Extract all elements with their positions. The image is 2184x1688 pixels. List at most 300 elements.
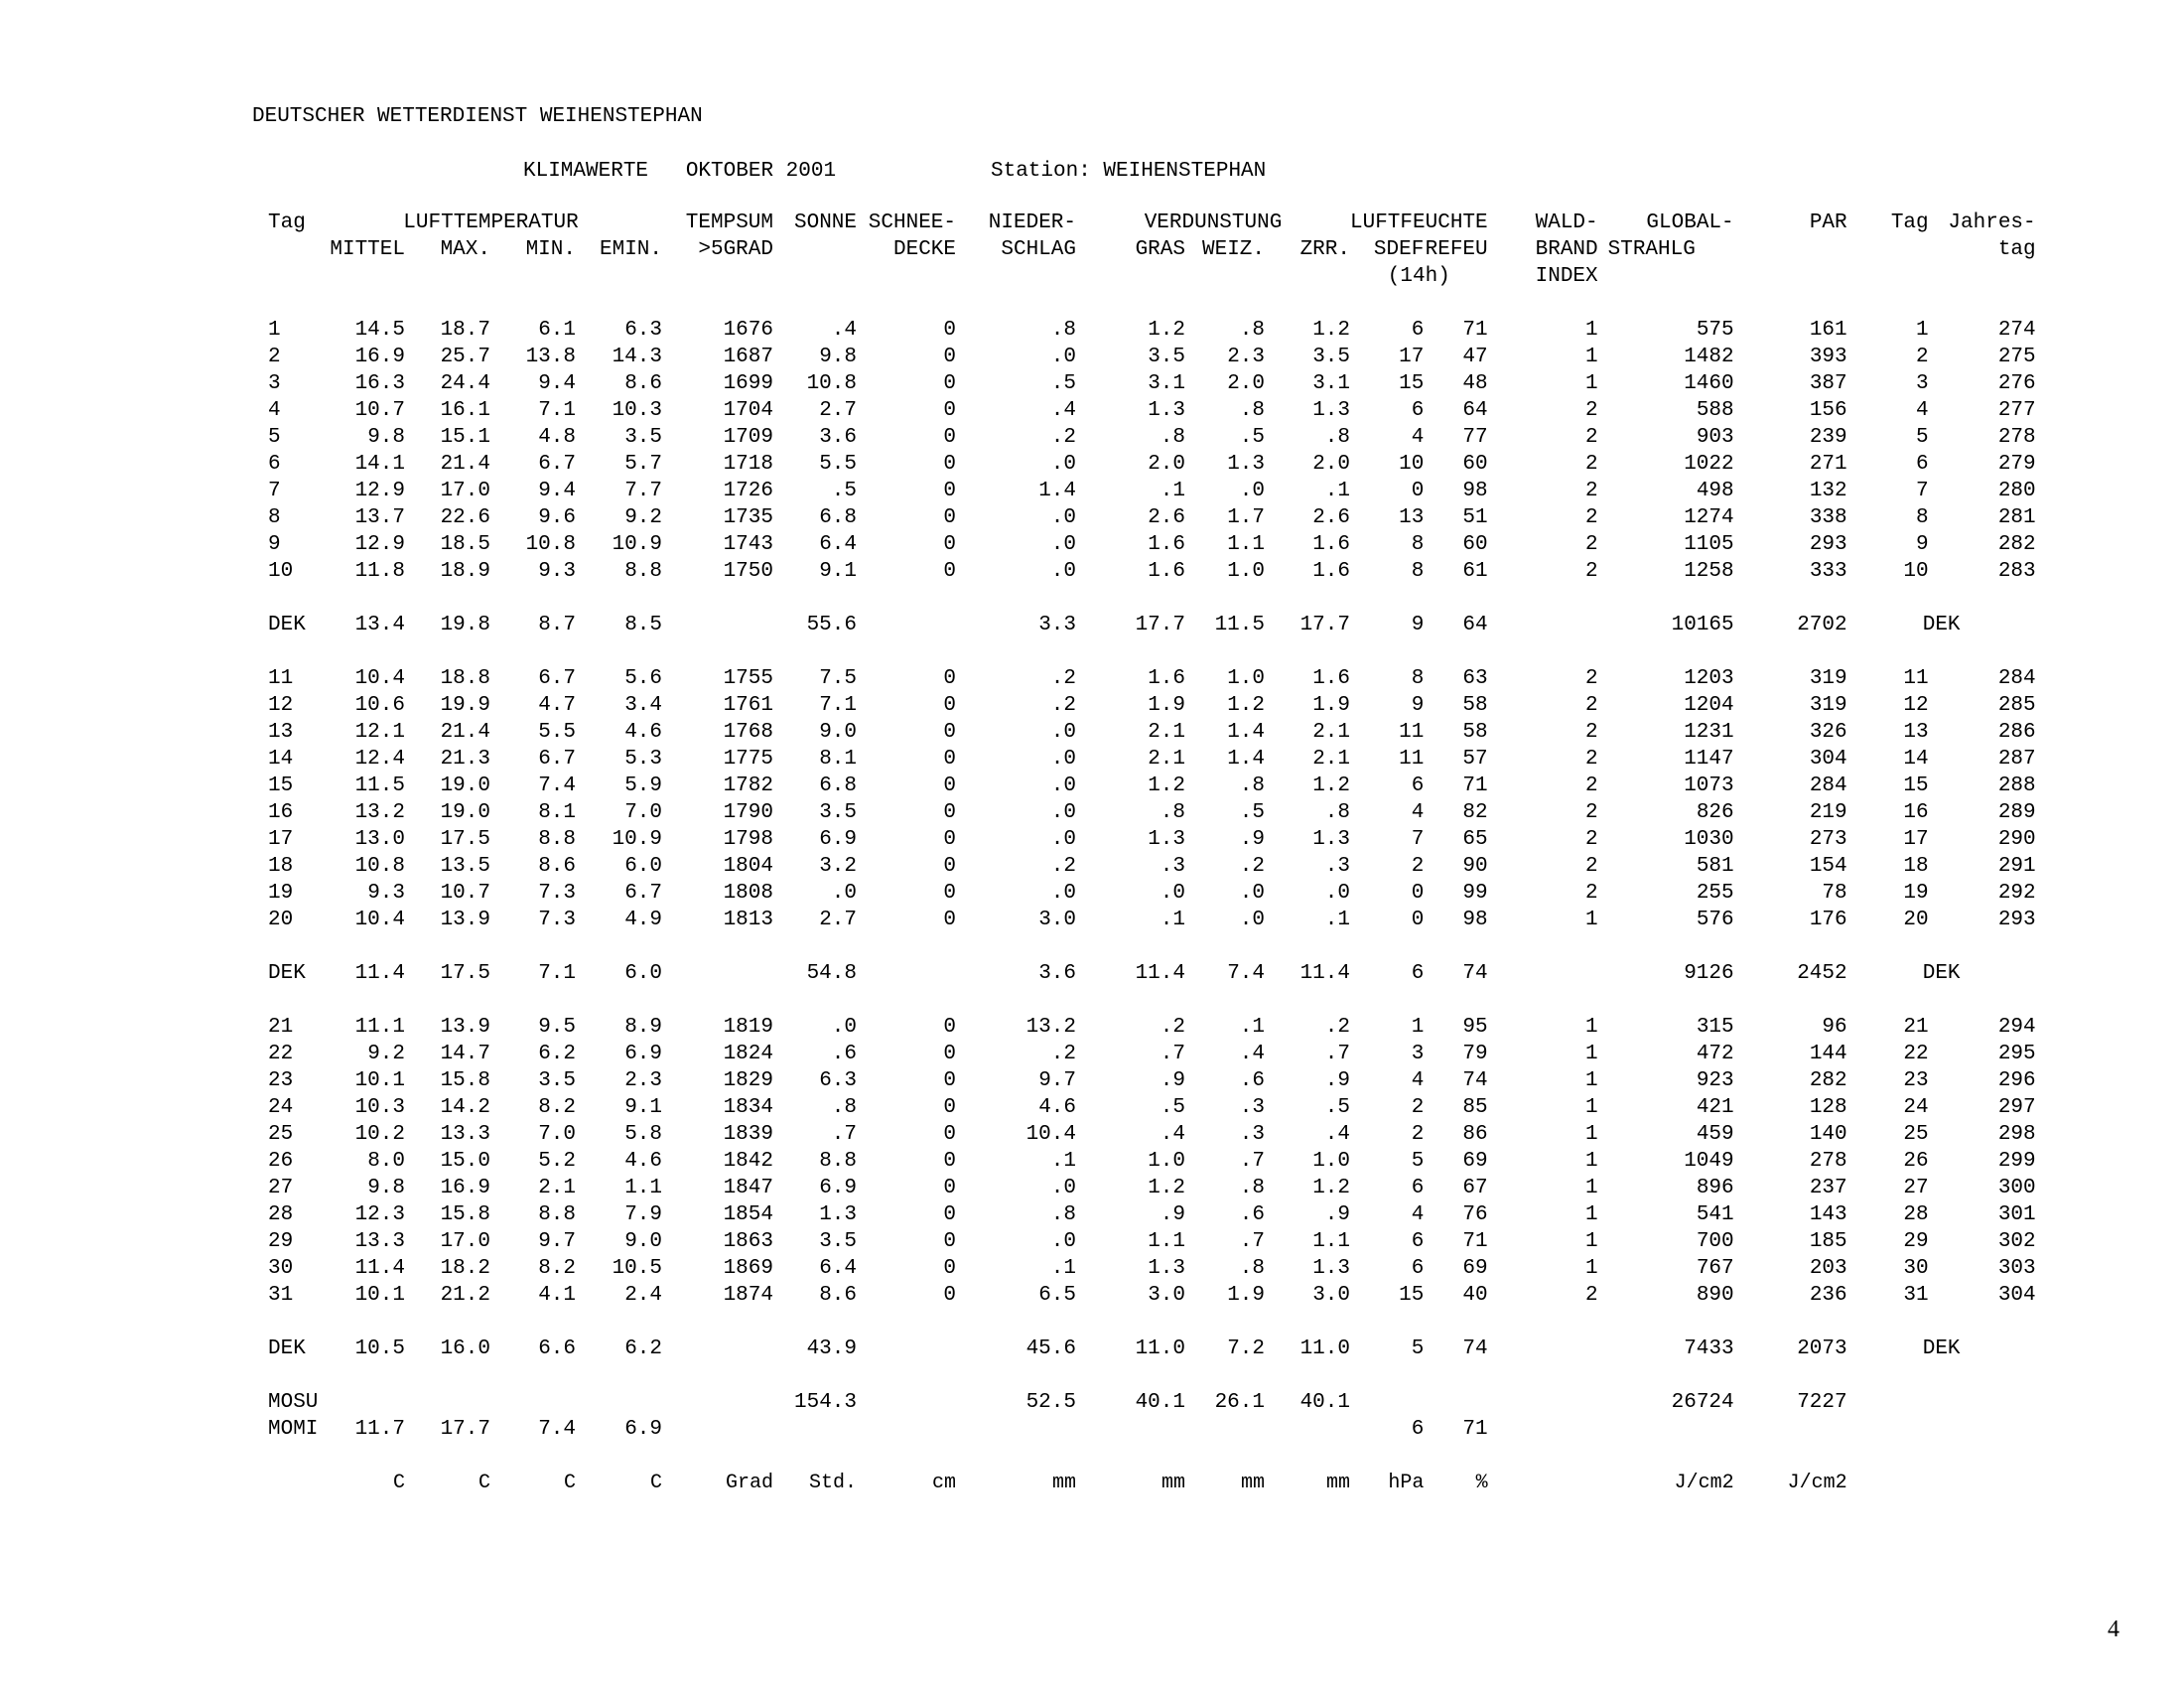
- table-cell: 28: [1903, 1203, 1929, 1226]
- table-cell: 10.8: [806, 372, 857, 395]
- table-cell: 3.5: [538, 1069, 576, 1092]
- table-cell: 291: [1997, 855, 2036, 878]
- table-cell: 1.9: [1312, 694, 1350, 717]
- table-cell: [1929, 1389, 2036, 1416]
- table-cell: 6: [1411, 962, 1425, 985]
- table-cell: 15.0: [440, 1150, 490, 1173]
- table-cell: 16.9: [440, 1177, 490, 1199]
- table-cell: 13.2: [1025, 1016, 1076, 1039]
- table-cell: 43.9: [806, 1337, 857, 1360]
- table-cell: .5: [1239, 426, 1265, 449]
- table-cell: 292: [1997, 882, 2036, 905]
- table-cell: 9.1: [624, 1096, 662, 1119]
- table-cell: 9.8: [367, 426, 405, 449]
- table-cell: 896: [1696, 1177, 1734, 1199]
- table-cell: 17.5: [440, 828, 490, 851]
- table-cell: 11.4: [354, 1257, 405, 1280]
- table-cell: 1804: [723, 855, 773, 878]
- table-cell: 3.1: [1312, 372, 1350, 395]
- table-cell: 0: [943, 480, 956, 502]
- table-cell: 282: [1809, 1069, 1847, 1092]
- page-number: 4: [2108, 1617, 2119, 1642]
- table-cell: .0: [1050, 346, 1076, 368]
- row-label: 21: [268, 1016, 294, 1039]
- table-cell: 2.0: [1148, 453, 1185, 476]
- col-header-zrr: ZRR.: [1299, 238, 1350, 261]
- table-cell: 315: [1696, 1016, 1734, 1039]
- table-cell: 276: [1997, 372, 2036, 395]
- row-label: 25: [268, 1123, 294, 1146]
- table-cell: 23: [1903, 1069, 1929, 1092]
- table-cell: 13.8: [525, 346, 576, 368]
- table-cell: 11.7: [354, 1418, 405, 1441]
- table-cell: 826: [1696, 801, 1734, 824]
- table-cell: 6.3: [624, 319, 662, 342]
- table-cell: 1.6: [1148, 533, 1185, 556]
- table-cell: 154: [1809, 855, 1847, 878]
- table-cell: .5: [1160, 1096, 1185, 1119]
- table-cell: 7227: [1797, 1391, 1847, 1414]
- table-cell: 3.0: [1148, 1284, 1185, 1307]
- table-cell: 9.8: [367, 1177, 405, 1199]
- table-cell: 459: [1696, 1123, 1734, 1146]
- table-cell: 4: [1411, 426, 1425, 449]
- table-cell: 156: [1809, 399, 1847, 422]
- col-header-global: GLOBAL-: [1646, 211, 1734, 234]
- table-cell: .5: [1239, 801, 1265, 824]
- spacer-row: [268, 1443, 2036, 1470]
- table-cell: [773, 1416, 857, 1443]
- table-cell: .0: [1050, 721, 1076, 744]
- table-cell: 278: [1809, 1150, 1847, 1173]
- table-cell: 1.4: [1038, 480, 1076, 502]
- table-row: [268, 1148, 2036, 1175]
- table-cell: 1854: [723, 1203, 773, 1226]
- table-cell: 6.2: [538, 1043, 576, 1065]
- row-label: MOMI: [268, 1418, 319, 1441]
- table-cell: 1.6: [1312, 533, 1350, 556]
- table-cell: 8.2: [538, 1257, 576, 1280]
- table-cell: 6: [1411, 1230, 1425, 1253]
- table-cell: 1203: [1684, 667, 1734, 690]
- col-header-tag-jahres: tag: [1997, 238, 2036, 261]
- table-cell: 13.9: [440, 1016, 490, 1039]
- table-cell: 1231: [1684, 721, 1734, 744]
- table-cell: 2: [1585, 480, 1598, 502]
- table-cell: 10.9: [612, 533, 662, 556]
- table-cell: [490, 1389, 576, 1416]
- table-cell: 1.2: [1227, 694, 1265, 717]
- table-cell: 0: [943, 1203, 956, 1226]
- table-cell: 3.0: [1038, 909, 1076, 931]
- table-cell: 11.0: [1135, 1337, 1185, 1360]
- row-label: 13: [268, 721, 294, 744]
- col-header-strahlg: STRAHLG: [1607, 238, 1696, 261]
- table-cell: 154.3: [793, 1391, 857, 1414]
- table-cell: .1: [1050, 1150, 1076, 1173]
- table-cell: 48: [1462, 372, 1488, 395]
- table-cell: .7: [831, 1123, 857, 1146]
- table-cell: .8: [1160, 801, 1185, 824]
- table-cell: 9.4: [538, 480, 576, 502]
- table-cell: 17.7: [440, 1418, 490, 1441]
- table-cell: 21: [1903, 1016, 1929, 1039]
- table-cell: 8.6: [624, 372, 662, 395]
- table-cell: 71: [1462, 319, 1488, 342]
- table-cell: 393: [1809, 346, 1847, 368]
- row-label: 7: [268, 480, 281, 502]
- table-cell: 9.2: [367, 1043, 405, 1065]
- table-cell: 282: [1997, 533, 2036, 556]
- table-cell: 71: [1462, 774, 1488, 797]
- unit-cell: J/cm2: [1787, 1472, 1847, 1494]
- table-cell: 16: [1903, 801, 1929, 824]
- row-label: 10: [268, 560, 294, 583]
- table-cell: 1.1: [1312, 1230, 1350, 1253]
- table-cell: 1829: [723, 1069, 773, 1092]
- table-cell: 9.4: [538, 372, 576, 395]
- table-cell: 99: [1462, 882, 1488, 905]
- unit-cell: mm: [1325, 1472, 1350, 1494]
- table-cell: 0: [943, 801, 956, 824]
- table-cell: 4.6: [624, 721, 662, 744]
- table-cell: 0: [943, 453, 956, 476]
- table-cell: 541: [1696, 1203, 1734, 1226]
- table-cell: [662, 1389, 773, 1416]
- table-cell: 304: [1809, 748, 1847, 771]
- table-cell: 1: [1585, 1203, 1598, 1226]
- table-cell: .0: [1050, 882, 1076, 905]
- table-cell: 10.4: [354, 909, 405, 931]
- table-cell: 40.1: [1299, 1391, 1350, 1414]
- table-row: [268, 1121, 2036, 1148]
- table-cell: [857, 1416, 956, 1443]
- table-cell: 6.7: [624, 882, 662, 905]
- row-label: 8: [268, 506, 281, 529]
- table-cell: .6: [1239, 1203, 1265, 1226]
- table-cell: 8.9: [624, 1016, 662, 1039]
- table-cell: [857, 1389, 956, 1416]
- spacer-row: [268, 290, 2036, 317]
- row-label: 6: [268, 453, 281, 476]
- table-cell: 0: [943, 533, 956, 556]
- table-cell: 1743: [723, 533, 773, 556]
- table-cell: 16.3: [354, 372, 405, 395]
- table-cell: .9: [1160, 1069, 1185, 1092]
- table-cell: [1488, 1336, 1598, 1362]
- row-label: 17: [268, 828, 294, 851]
- table-cell: 40.1: [1135, 1391, 1185, 1414]
- row-label: 24: [268, 1096, 294, 1119]
- table-cell: 6.4: [819, 1257, 857, 1280]
- table-row: [268, 531, 2036, 558]
- table-cell: 0: [1411, 909, 1425, 931]
- table-cell: 58: [1462, 721, 1488, 744]
- table-cell: 1.3: [1148, 1257, 1185, 1280]
- table-row: [268, 478, 2036, 504]
- table-cell: 0: [943, 1123, 956, 1146]
- table-cell: 13.3: [440, 1123, 490, 1146]
- table-row: [268, 826, 2036, 853]
- table-cell: 54.8: [806, 962, 857, 985]
- table-cell: 5: [1916, 426, 1929, 449]
- table-cell: 1: [1585, 346, 1598, 368]
- table-cell: 6: [1411, 319, 1425, 342]
- table-cell: 1.3: [1312, 1257, 1350, 1280]
- table-cell: 1.1: [1227, 533, 1265, 556]
- table-cell: .0: [1050, 506, 1076, 529]
- table-row: [268, 665, 2036, 692]
- table-cell: 2: [1585, 694, 1598, 717]
- table-cell: .9: [1324, 1069, 1350, 1092]
- header-row-2: [268, 236, 2036, 263]
- table-cell: 9.7: [538, 1230, 576, 1253]
- table-cell: 8.1: [819, 748, 857, 771]
- table-cell: 10.4: [1025, 1123, 1076, 1146]
- table-cell: 8.8: [538, 1203, 576, 1226]
- col-header-refeu: REFEU: [1425, 238, 1488, 261]
- table-cell: 1.7: [1227, 506, 1265, 529]
- climate-table: [268, 210, 2036, 1496]
- table-cell: 176: [1809, 909, 1847, 931]
- table-cell: 6.7: [538, 453, 576, 476]
- table-cell: 767: [1696, 1257, 1734, 1280]
- table-cell: 16.9: [354, 346, 405, 368]
- table-cell: 1726: [723, 480, 773, 502]
- table-cell: 0: [943, 828, 956, 851]
- table-cell: 13.9: [440, 909, 490, 931]
- table-cell: 7.1: [819, 694, 857, 717]
- table-cell: 4.9: [624, 909, 662, 931]
- table-cell: .0: [1050, 1230, 1076, 1253]
- table-cell: 8: [1411, 560, 1425, 583]
- table-cell: 77: [1462, 426, 1488, 449]
- table-cell: 3.5: [819, 1230, 857, 1253]
- table-cell: 7: [1411, 828, 1425, 851]
- row-label: 3: [268, 372, 281, 395]
- table-cell: 13.5: [440, 855, 490, 878]
- table-cell: 1: [1585, 1096, 1598, 1119]
- table-body: [268, 290, 2036, 1496]
- table-cell: 10: [1903, 560, 1929, 583]
- table-cell: 280: [1997, 480, 2036, 502]
- table-cell: 2073: [1797, 1337, 1847, 1360]
- table-cell: 24.4: [440, 372, 490, 395]
- table-cell: [662, 960, 773, 987]
- table-cell: .6: [831, 1043, 857, 1065]
- table-cell: 19.9: [440, 694, 490, 717]
- table-cell: .4: [831, 319, 857, 342]
- table-cell: 7.9: [624, 1203, 662, 1226]
- table-cell: 2: [1585, 774, 1598, 797]
- table-cell: .8: [1239, 1257, 1265, 1280]
- table-cell: [857, 1336, 956, 1362]
- table-cell: 1073: [1684, 774, 1734, 797]
- table-cell: .1: [1324, 909, 1350, 931]
- table-cell: 278: [1997, 426, 2036, 449]
- table-cell: 6.0: [624, 855, 662, 878]
- table-cell: 319: [1809, 667, 1847, 690]
- table-cell: 78: [1822, 882, 1847, 905]
- table-row: [268, 1282, 2036, 1309]
- table-cell: .0: [1050, 560, 1076, 583]
- row-label: 16: [268, 801, 294, 824]
- table-cell: 19: [1903, 882, 1929, 905]
- table-cell: 472: [1696, 1043, 1734, 1065]
- table-cell: 0: [943, 882, 956, 905]
- table-cell: [1847, 1389, 1929, 1416]
- table-cell: 285: [1997, 694, 2036, 717]
- table-cell: 0: [943, 372, 956, 395]
- table-cell: .0: [1239, 882, 1265, 905]
- table-cell: 2: [1585, 801, 1598, 824]
- row-label: 30: [268, 1257, 294, 1280]
- unit-cell: Std.: [808, 1472, 857, 1494]
- table-cell: 0: [943, 1257, 956, 1280]
- table-cell: 17.5: [440, 962, 490, 985]
- col-header-max: MAX.: [440, 238, 490, 261]
- table-cell: 293: [1809, 533, 1847, 556]
- unit-cell: %: [1475, 1472, 1488, 1494]
- table-cell: 1.2: [1312, 319, 1350, 342]
- table-cell: 333: [1809, 560, 1847, 583]
- table-cell: 6.6: [538, 1337, 576, 1360]
- table-cell: 6.9: [624, 1418, 662, 1441]
- table-cell: 1735: [723, 506, 773, 529]
- spacer-row: [268, 1362, 2036, 1389]
- table-cell: [1076, 1416, 1185, 1443]
- table-cell: 1847: [723, 1177, 773, 1199]
- table-cell: 2.0: [1312, 453, 1350, 476]
- table-cell: .1: [1050, 1257, 1076, 1280]
- table-cell: 140: [1809, 1123, 1847, 1146]
- row-label: 20: [268, 909, 294, 931]
- table-cell: 1813: [723, 909, 773, 931]
- table-cell: 6: [1411, 399, 1425, 422]
- table-cell: 0: [943, 909, 956, 931]
- table-cell: 3.5: [1148, 346, 1185, 368]
- table-cell: 10.3: [612, 399, 662, 422]
- table-cell: 7.4: [538, 1418, 576, 1441]
- table-cell: [320, 1389, 405, 1416]
- table-cell: 1: [1585, 1230, 1598, 1253]
- table-cell: 2.1: [1148, 748, 1185, 771]
- table-cell: 52.5: [1025, 1391, 1076, 1414]
- table-cell: .3: [1324, 855, 1350, 878]
- table-cell: 1: [1585, 372, 1598, 395]
- table-cell: 1.0: [1227, 667, 1265, 690]
- table-cell: 25: [1903, 1123, 1929, 1146]
- table-cell: 1.6: [1312, 667, 1350, 690]
- table-cell: 287: [1997, 748, 2036, 771]
- table-cell: 10.2: [354, 1123, 405, 1146]
- table-cell: 6: [1916, 453, 1929, 476]
- table-cell: 297: [1997, 1096, 2036, 1119]
- table-cell: 289: [1997, 801, 2036, 824]
- table-cell: .7: [1324, 1043, 1350, 1065]
- table-cell: 0: [943, 399, 956, 422]
- table-cell: 1147: [1684, 748, 1734, 771]
- table-cell: 3.6: [1038, 962, 1076, 985]
- table-cell: 0: [943, 1284, 956, 1307]
- table-cell: 11.4: [1135, 962, 1185, 985]
- table-cell: 275: [1997, 346, 2036, 368]
- table-cell: 17: [1399, 346, 1425, 368]
- table-cell: 1798: [723, 828, 773, 851]
- table-cell: 284: [1997, 667, 2036, 690]
- table-cell: 0: [943, 1096, 956, 1119]
- table-row: [268, 853, 2036, 880]
- table-cell: .2: [1050, 426, 1076, 449]
- table-cell: 18.8: [440, 667, 490, 690]
- table-cell: 4.6: [1038, 1096, 1076, 1119]
- table-cell: 290: [1997, 828, 2036, 851]
- table-cell: 3.2: [819, 855, 857, 878]
- table-cell: 237: [1809, 1177, 1847, 1199]
- station-label: Station: WEIHENSTEPHAN: [991, 160, 1267, 183]
- table-cell: 0: [943, 1016, 956, 1039]
- col-header-nieder: NIEDER-: [988, 211, 1076, 234]
- row-label: 29: [268, 1230, 294, 1253]
- table-cell: 7: [1916, 480, 1929, 502]
- unit-cell: mm: [1240, 1472, 1265, 1494]
- table-cell: .8: [1160, 426, 1185, 449]
- row-label: 26: [268, 1150, 294, 1173]
- table-cell: 2: [1585, 882, 1598, 905]
- table-cell: 1: [1585, 1150, 1598, 1173]
- table-row: [268, 504, 2036, 531]
- table-cell: 1274: [1684, 506, 1734, 529]
- table-cell: 0: [943, 1177, 956, 1199]
- table-cell: 9: [1916, 533, 1929, 556]
- table-cell: 338: [1809, 506, 1847, 529]
- table-cell: 10.7: [354, 399, 405, 422]
- table-row: [268, 1014, 2036, 1041]
- table-cell: 1.3: [819, 1203, 857, 1226]
- table-cell: 13.4: [354, 614, 405, 636]
- table-cell: .9: [1324, 1203, 1350, 1226]
- table-cell: .4: [1160, 1123, 1185, 1146]
- unit-cell: Grad: [725, 1472, 773, 1494]
- table-cell: .8: [1050, 319, 1076, 342]
- table-cell: 7.0: [538, 1123, 576, 1146]
- table-cell: 8.8: [538, 828, 576, 851]
- table-cell: 9.1: [819, 560, 857, 583]
- table-cell: 301: [1997, 1203, 2036, 1226]
- table-row: [268, 1094, 2036, 1121]
- table-cell: 1839: [723, 1123, 773, 1146]
- table-cell: 15.1: [440, 426, 490, 449]
- table-cell: 57: [1462, 748, 1488, 771]
- table-cell: 9.0: [819, 721, 857, 744]
- table-cell: 47: [1462, 346, 1488, 368]
- row-label: 19: [268, 882, 294, 905]
- row-label: 22: [268, 1043, 294, 1065]
- table-cell: 2: [1585, 667, 1598, 690]
- table-cell: .8: [1324, 801, 1350, 824]
- table-cell: 14.5: [354, 319, 405, 342]
- table-cell: 10.5: [354, 1337, 405, 1360]
- table-cell: 74: [1462, 962, 1488, 985]
- spacer-row: [268, 933, 2036, 960]
- table-cell: .7: [1160, 1043, 1185, 1065]
- col-header-sdef: SDEF: [1373, 238, 1425, 261]
- table-cell: 9.6: [538, 506, 576, 529]
- table-cell: 255: [1696, 882, 1734, 905]
- table-cell: 1.2: [1148, 1177, 1185, 1199]
- col-header-brand: BRAND: [1535, 238, 1598, 261]
- table-cell: 13.7: [354, 506, 405, 529]
